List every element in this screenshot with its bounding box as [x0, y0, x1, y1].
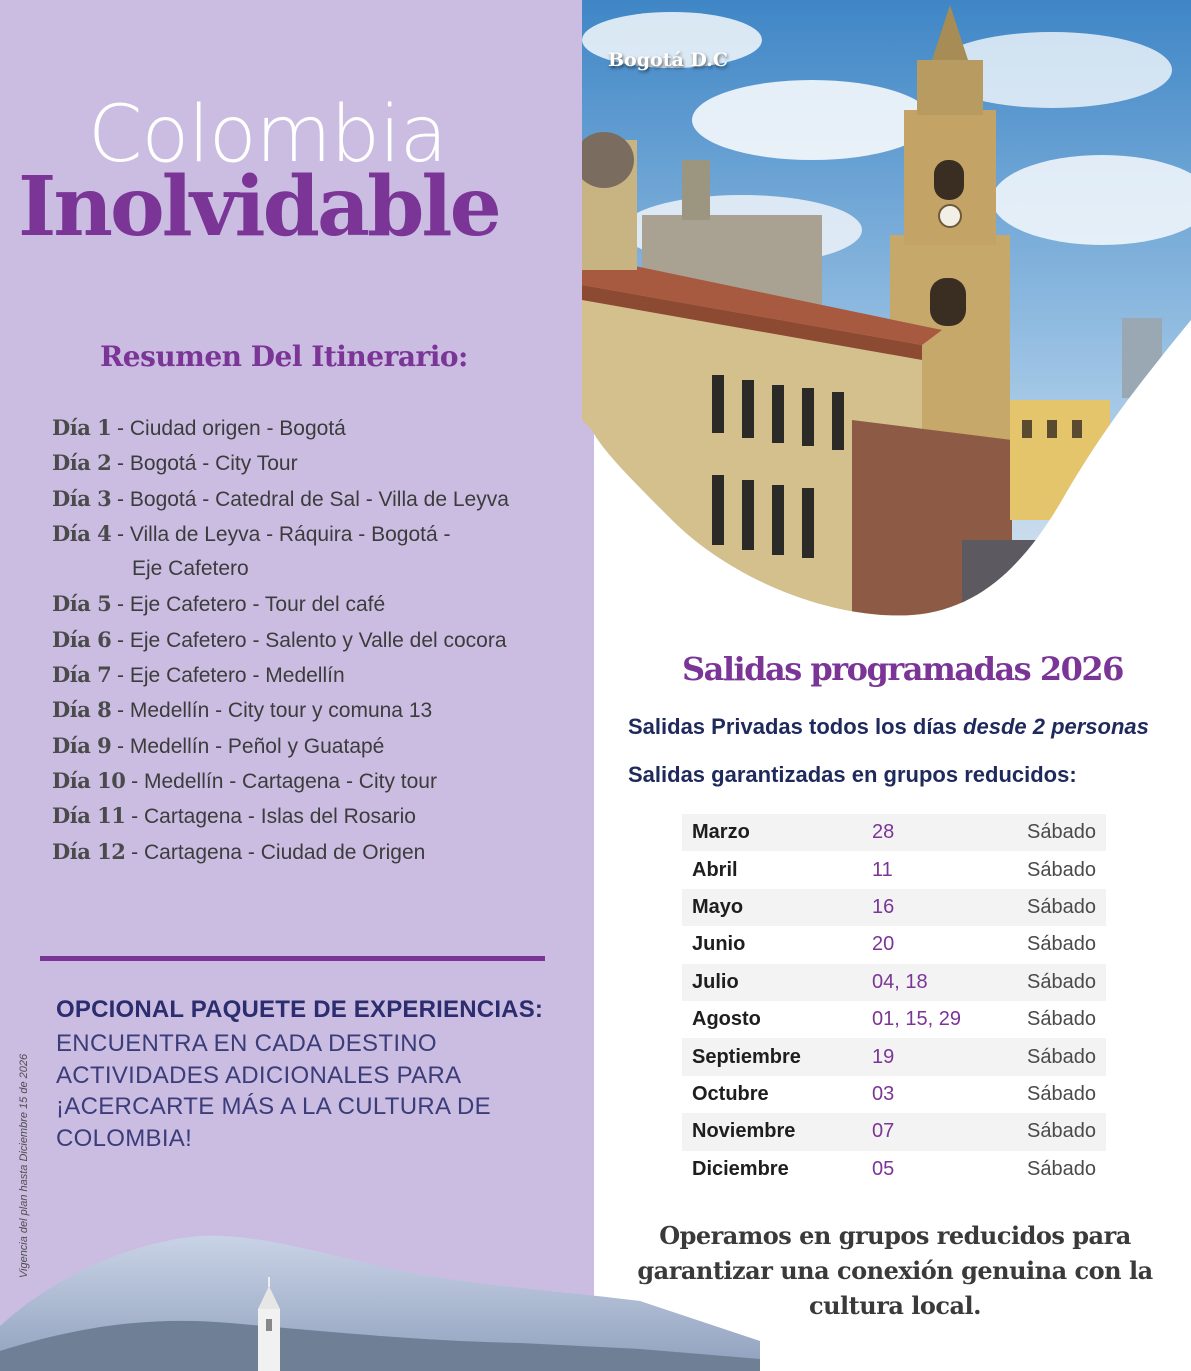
day-route: - Villa de Leyva - Ráquira - Bogotá -	[111, 522, 451, 546]
days-cell: 04, 18	[872, 970, 928, 993]
private-departures-note	[628, 714, 1149, 740]
itinerary-day	[52, 801, 572, 836]
weekday-cell: Sábado	[1027, 1120, 1096, 1143]
day-route: - Cartagena - Islas del Rosario	[125, 805, 416, 829]
optional-heading: OPCIONAL PAQUETE DE EXPERIENCIAS:	[56, 996, 544, 1023]
day-label: Día 4	[52, 520, 112, 546]
weekday-cell: Sábado	[1027, 933, 1096, 956]
table-row	[682, 1001, 1106, 1038]
days-cell: 03	[872, 1082, 895, 1105]
table-row	[682, 889, 1106, 926]
days-cell: 19	[872, 1045, 895, 1068]
itinerary-day	[52, 731, 572, 766]
weekday-cell: Sábado	[1027, 1045, 1096, 1068]
day-route: - Medellín - City tour y comuna 13	[111, 699, 433, 723]
itinerary-day	[52, 448, 572, 483]
itinerary-day	[52, 413, 572, 448]
table-row	[682, 814, 1106, 851]
itinerary-day	[52, 625, 572, 660]
guaranteed-departures-note: Salidas garantizadas en grupos reducidos:	[628, 762, 1077, 787]
validity-note: Vigencia del plan hasta Diciembre 15 de 2026	[18, 1053, 30, 1279]
departures-title: Salidas programadas 2026	[682, 650, 1123, 688]
brand-title-inolvidable: Inolvidable	[18, 159, 499, 255]
day-route: - Eje Cafetero - Medellín	[111, 664, 345, 688]
month-cell: Julio	[692, 970, 739, 993]
day-label: Día 9	[52, 732, 112, 758]
itinerary-day	[52, 484, 572, 519]
month-cell: Octubre	[692, 1082, 769, 1105]
day-route: - Eje Cafetero - Salento y Valle del cocora	[111, 628, 507, 652]
bogota-cathedral-photo	[582, 0, 1191, 620]
days-cell: 07	[872, 1120, 895, 1143]
private-prefix: Salidas Privadas todos los días	[628, 714, 964, 739]
month-cell: Diciembre	[692, 1157, 789, 1180]
day-label: Día 1	[52, 415, 112, 440]
day-label: Día 10	[52, 767, 126, 793]
day-label: Día 11	[52, 803, 126, 829]
month-cell: Abril	[692, 858, 738, 881]
weekday-cell: Sábado	[1027, 1082, 1096, 1105]
table-row	[682, 1151, 1106, 1188]
day-label: Día 7	[52, 662, 112, 688]
day-label: Día 8	[52, 697, 112, 723]
weekday-cell: Sábado	[1027, 1157, 1096, 1180]
day-route: - Cartagena - Ciudad de Origen	[125, 840, 426, 864]
itinerary-day	[52, 660, 572, 695]
itinerary-day	[52, 837, 572, 872]
month-cell: Noviembre	[692, 1120, 796, 1143]
days-cell: 05	[872, 1157, 895, 1180]
weekday-cell: Sábado	[1027, 821, 1096, 844]
month-cell: Septiembre	[692, 1045, 801, 1068]
month-cell: Marzo	[692, 821, 750, 844]
days-cell: 28	[872, 821, 895, 844]
day-route: - Medellín - Cartagena - City tour	[125, 769, 437, 793]
weekday-cell: Sábado	[1027, 1008, 1096, 1031]
itinerary-list	[52, 413, 572, 872]
month-cell: Junio	[692, 933, 746, 956]
day-label: Día 6	[52, 626, 112, 652]
day-label: Día 12	[52, 838, 126, 864]
closing-statement: Operamos en grupos reducidos para garantizar una conexión genuina con la cultura local.	[637, 1221, 1153, 1320]
day-route: - Ciudad origen - Bogotá	[111, 417, 346, 440]
day-route: - Medellín - Peñol y Guatapé	[111, 734, 385, 758]
table-row	[682, 1113, 1106, 1150]
day-route-continuation: Eje Cafetero	[132, 557, 249, 581]
days-cell: 01, 15, 29	[872, 1008, 961, 1031]
departures-table	[682, 814, 1106, 1188]
table-row	[682, 926, 1106, 963]
photo-location-label: Bogotá D.C	[608, 49, 728, 71]
weekday-cell: Sábado	[1027, 895, 1096, 918]
private-emphasis: desde 2 personas	[963, 714, 1149, 739]
day-route: - Eje Cafetero - Tour del café	[111, 593, 386, 617]
day-label: Día 3	[52, 485, 112, 511]
weekday-cell: Sábado	[1027, 858, 1096, 881]
optional-body: ENCUENTRA EN CADA DESTINO ACTIVIDADES ADICIONALES PARA ¡ACERCARTE MÁS A LA CULTURA DE COLOMBIA!	[56, 1030, 491, 1152]
itinerary-day	[52, 695, 572, 730]
weekday-cell: Sábado	[1027, 970, 1096, 993]
itinerary-heading: Resumen Del Itinerario:	[100, 340, 468, 373]
day-label: Día 5	[52, 591, 112, 617]
month-cell: Mayo	[692, 895, 744, 918]
itinerary-day	[52, 766, 572, 801]
day-route: - Bogotá - Catedral de Sal - Villa de Leyva	[111, 487, 509, 511]
days-cell: 11	[872, 858, 893, 881]
day-route: - Bogotá - City Tour	[111, 452, 298, 476]
table-row	[682, 964, 1106, 1001]
itinerary-day	[52, 589, 572, 624]
days-cell: 20	[872, 933, 895, 956]
days-cell: 16	[872, 895, 895, 918]
table-row	[682, 1038, 1106, 1075]
brand-title-colombia: Colombia	[88, 90, 447, 180]
section-divider	[40, 956, 545, 961]
itinerary-day	[52, 519, 572, 554]
month-cell: Agosto	[692, 1008, 761, 1031]
table-row	[682, 1076, 1106, 1113]
table-row	[682, 851, 1106, 888]
day-label: Día 2	[52, 450, 112, 476]
